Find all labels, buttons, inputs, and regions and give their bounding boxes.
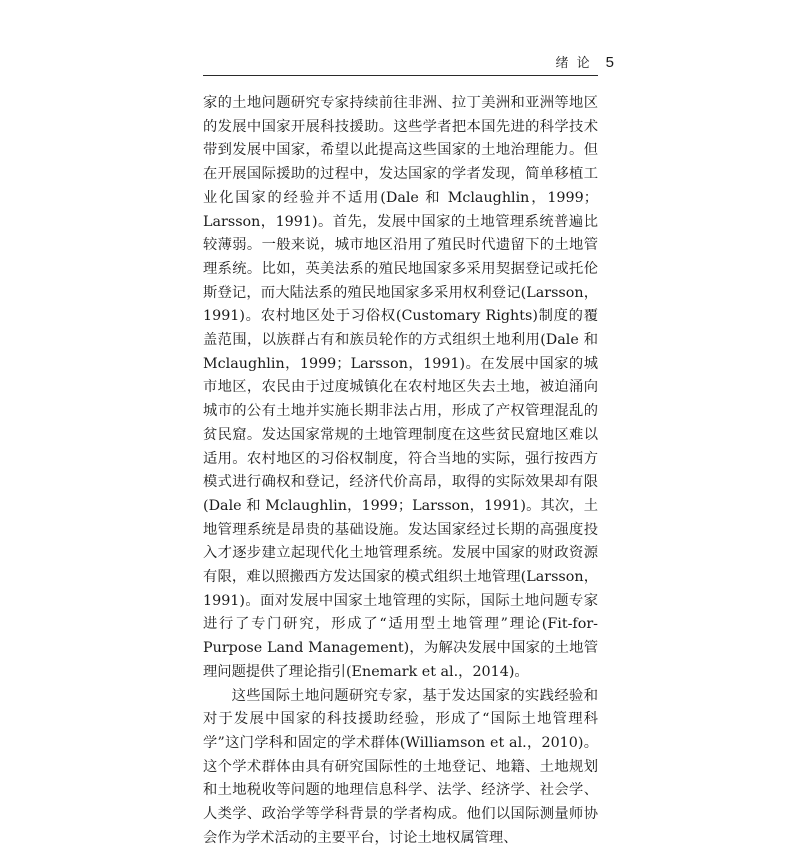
paragraph: 这些国际土地问题研究专家，基于发达国家的实践经验和对于发展中国家的科技援助经验，形成了“国际土地管理科学”这门学科和固定的学术群体(Williamson et al.，2010)。这个学术群体由具有研究国际性的土地登记、地籍、土地规划和土地税收等问题的地理信息科学、法学、经济学、社会学、人类学、政治学等学科背景的学者构成。他们以国际测量师协会作为学术活动的主要平台，讨论土地权属管理、	[203, 687, 598, 846]
page-number: 5	[605, 54, 614, 71]
body-text	[203, 92, 598, 851]
header-rule	[203, 75, 598, 76]
running-header	[556, 52, 614, 71]
paragraph-continued: 家的土地问题研究专家持续前往非洲、拉丁美洲和亚洲等地区的发展中国家开展科技援助。这些学者把本国先进的科学技术带到发展中国家，希望以此提高这些国家的土地治理能力。但在开展国际援助的过程中，发达国家的学者发现，简单移植工业化国家的经验并不适用(Dale 和 Mclaughlin，1999；Larsson，1991)。首先，发展中国家的土地管理系统普遍比较薄弱。一般来说，城市地区沿用了殖民时代遗留下的土地管理系统。比如，英美法系的殖民地国家多采用契据登记或托伦斯登记，而大陆法系的殖民地国家多采用权利登记(Larsson，1991)。农村地区处于习俗权(Customary Rights)制度的覆盖范围，以族群占有和族员轮作的方式组织土地利用(Dale 和 Mclaughlin，1999；Larsson，1991)。在发展中国家的城市地区，农民由于过度城镇化在农村地区失去土地，被迫涌向城市的公有土地并实施长期非法占用，形成了产权管理混乱的贫民窟。发达国家常规的土地管理制度在这些贫民窟地区难以适用。农村地区的习俗权制度，符合当地的实际，强行按西方模式进行确权和登记，经济代价高昂，取得的实际效果却有限(Dale 和 Mclaughlin，1999；Larsson，1991)。其次，土地管理系统是昂贵的基础设施。发达国家经过长期的高强度投入才逐步建立起现代化土地管理系统。发展中国家的财政资源有限，难以照搬西方发达国家的模式组织土地管理(Larsson，1991)。面对发展中国家土地管理的实际，国际土地问题专家进行了专门研究，形成了“适用型土地管理”理论(Fit-for-Purpose Land Management)，为解决发展中国家的土地管理问题提供了理论指引(Enemark et al.，2014)。	[203, 95, 598, 680]
chapter-title: 绪 论	[555, 56, 592, 71]
